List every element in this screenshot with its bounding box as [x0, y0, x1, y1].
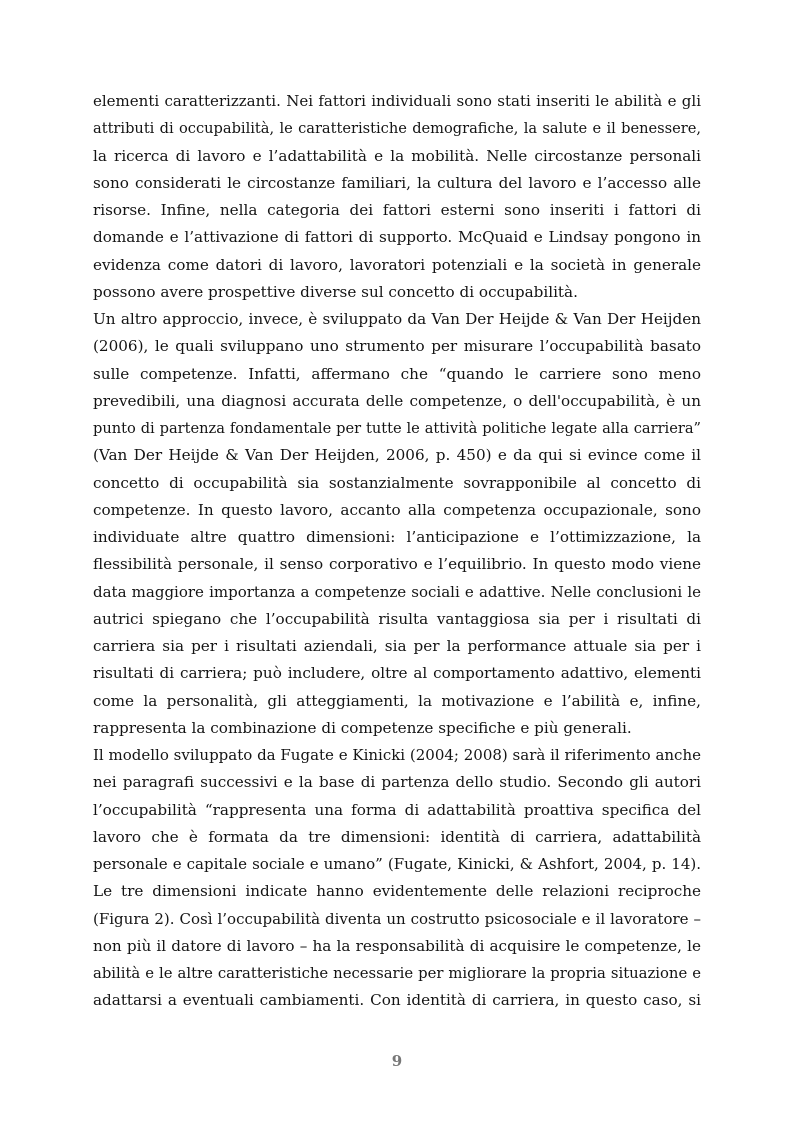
text-line: risultati di carriera; può includere, oltre al comportamento adattivo, elementi: [93, 664, 701, 683]
text-line: nei paragrafi successivi e la base di partenza dello studio. Secondo gli autori: [93, 773, 701, 792]
text-line: elementi caratterizzanti. Nei fattori individuali sono stati inseriti le abilità e gli: [93, 92, 701, 110]
text-line: (Figura 2). Così l’occupabilità diventa un costrutto psicosociale e il lavoratore –: [93, 909, 701, 928]
text-line: data maggiore importanza a competenze sociali e adattive. Nelle conclusioni le: [93, 582, 701, 601]
page-number: 9: [391, 1052, 403, 1070]
text-line: la ricerca di lavoro e l’adattabilità e la mobilità. Nelle circostanze personali: [93, 146, 701, 165]
text-line: evidenza come datori di lavoro, lavoratori potenziali e la società in generale: [93, 255, 701, 274]
text-line: (Van Der Heijde & Van Der Heijden, 2006, p. 450) e da qui si evince come il: [93, 446, 701, 465]
paragraph: [93, 306, 701, 742]
text-line: adattarsi a eventuali cambiamenti. Con identità di carriera, in questo caso, si: [93, 991, 701, 1010]
text-line: possono avere prospettive diverse sul concetto di occupabilità.: [93, 282, 578, 301]
text-line: (2006), le quali sviluppano uno strumento per misurare l’occupabilità basato: [93, 337, 701, 356]
text-line: sono considerati le circostanze familiari, la cultura del lavoro e l’accesso alle: [93, 173, 701, 192]
text-line: rappresenta la combinazione di competenze specifiche e più generali.: [93, 718, 632, 737]
text-line: come la personalità, gli atteggiamenti, la motivazione e l’abilità e, infine,: [93, 691, 701, 710]
text-line: individuate altre quattro dimensioni: l’anticipazione e l’ottimizzazione, la: [93, 528, 701, 546]
text-line: abilità e le altre caratteristiche necessarie per migliorare la propria situazione e: [93, 965, 701, 982]
text-line: lavoro che è formata da tre dimensioni: identità di carriera, adattabilità: [93, 827, 701, 846]
text-line: l’occupabilità “rappresenta una forma di adattabilità proattiva specifica del: [93, 800, 701, 819]
text-line: risorse. Infine, nella categoria dei fattori esterni sono inseriti i fattori di: [93, 201, 701, 219]
text-line: personale e capitale sociale e umano” (Fugate, Kinicki, & Ashfort, 2004, p. 14).: [93, 855, 701, 873]
text-line: Le tre dimensioni indicate hanno evidentemente delle relazioni reciproche: [93, 882, 701, 901]
text-line: non più il datore di lavoro – ha la responsabilità di acquisire le competenze, le: [93, 936, 701, 955]
text-line: Il modello sviluppato da Fugate e Kinicki (2004; 2008) sarà il riferimento anche: [93, 746, 701, 764]
body-text: [93, 88, 701, 1015]
text-line: punto di partenza fondamentale per tutte le attività politiche legate alla carriera”: [93, 420, 701, 437]
text-line: sulle competenze. Infatti, affermano che “quando le carriere sono meno: [93, 364, 701, 383]
text-line: carriera sia per i risultati aziendali, sia per la performance attuale sia per i: [93, 637, 701, 655]
text-line: domande e l’attivazione di fattori di supporto. McQuaid e Lindsay pongono in: [93, 228, 701, 247]
text-line: competenze. In questo lavoro, accanto alla competenza occupazionale, sono: [93, 500, 701, 519]
text-line: concetto di occupabilità sia sostanzialmente sovrapponibile al concetto di: [93, 473, 701, 492]
text-line: attributi di occupabilità, le caratteristiche demografiche, la salute e il benessere,: [93, 120, 701, 138]
text-line: Un altro approccio, invece, è sviluppato da Van Der Heijde & Van Der Heijden: [93, 310, 701, 328]
text-line: autrici spiegano che l’occupabilità risulta vantaggiosa sia per i risultati di: [93, 609, 701, 628]
paragraph: [93, 742, 701, 1015]
text-line: flessibilità personale, il senso corporativo e l’equilibrio. In questo modo viene: [93, 555, 701, 574]
paragraph: [93, 88, 701, 306]
text-line: prevedibili, una diagnosi accurata delle competenze, o dell'occupabilità, è un: [93, 391, 701, 410]
